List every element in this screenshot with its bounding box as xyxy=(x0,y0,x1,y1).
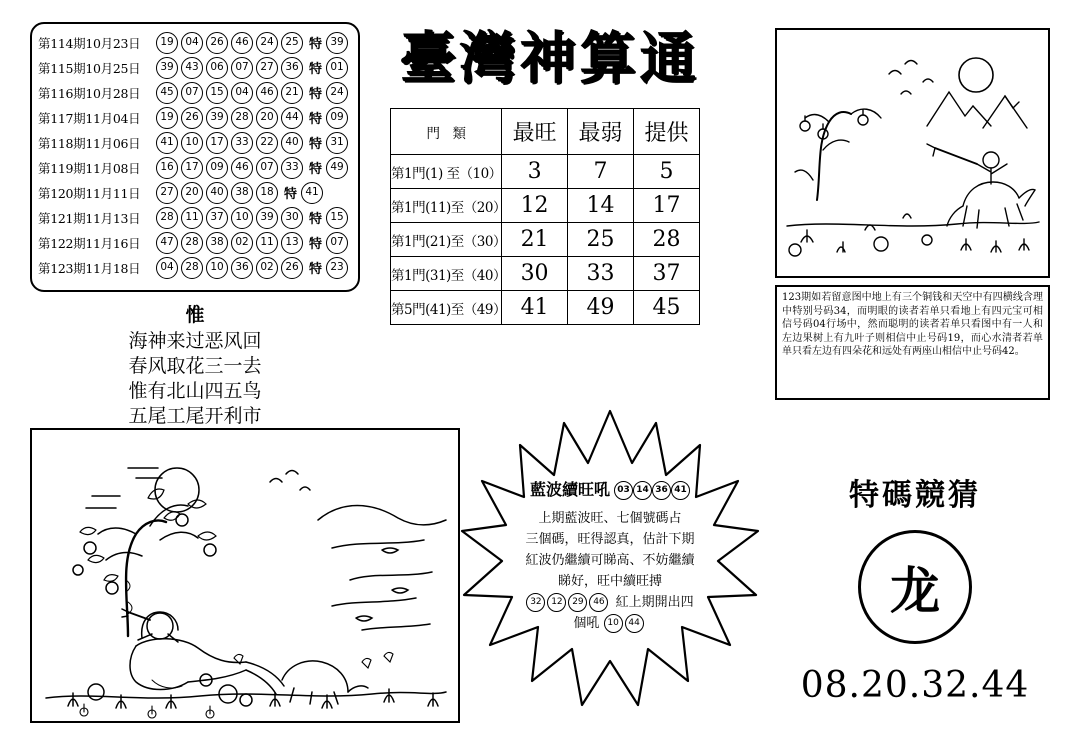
draw-result-row xyxy=(38,180,352,205)
starburst-panel xyxy=(460,405,760,735)
draw-period-label: 第118期11月06日 xyxy=(38,135,141,151)
special-number-ball: 09 xyxy=(326,107,348,129)
starburst-tail-line2 xyxy=(573,613,646,634)
zodiac-circle xyxy=(858,530,972,644)
number-ball: 28 xyxy=(156,207,178,229)
starburst-title-balls xyxy=(614,477,690,500)
draw-result-row xyxy=(38,105,352,130)
cell-cold: 7 xyxy=(568,155,634,189)
cell-category: 第1門(1) 至（10） xyxy=(391,155,502,189)
starburst-title: 藍波續旺吼 xyxy=(529,480,610,499)
number-ball: 20 xyxy=(256,107,278,129)
draw-balls xyxy=(156,232,303,254)
table-row xyxy=(391,291,700,325)
draw-balls xyxy=(156,32,303,54)
poem-line: 春风取花三一去 xyxy=(128,355,262,377)
starburst-tail-balls2 xyxy=(604,614,644,633)
number-ball: 10 xyxy=(231,207,253,229)
cell-hot: 21 xyxy=(502,223,568,257)
cell-hot: 12 xyxy=(502,189,568,223)
number-ball: 38 xyxy=(206,232,228,254)
number-ball: 38 xyxy=(231,182,253,204)
number-ball: 15 xyxy=(206,82,228,104)
number-ball: 36 xyxy=(652,481,671,500)
draw-balls xyxy=(156,182,278,204)
starburst-content xyxy=(460,405,760,735)
cell-hot: 41 xyxy=(502,291,568,325)
number-ball: 28 xyxy=(231,107,253,129)
draw-period-label: 第116期10月28日 xyxy=(38,85,141,101)
number-ball: 37 xyxy=(206,207,228,229)
draw-result-row xyxy=(38,205,352,230)
number-ball: 21 xyxy=(281,82,303,104)
special-label: 特 xyxy=(309,237,323,252)
draw-result-row xyxy=(38,255,352,280)
number-ball: 39 xyxy=(206,107,228,129)
column-header-give: 提供 xyxy=(634,109,700,155)
draw-period-label: 第119期11月08日 xyxy=(38,160,141,176)
number-ball: 33 xyxy=(281,157,303,179)
draw-period-label: 第114期10月23日 xyxy=(38,35,141,51)
note-panel xyxy=(775,285,1050,400)
number-ball: 07 xyxy=(231,57,253,79)
special-number-ball: 31 xyxy=(326,132,348,154)
special-number-ball: 01 xyxy=(326,57,348,79)
draw-balls xyxy=(156,207,303,229)
number-ball: 26 xyxy=(181,107,203,129)
number-ball: 16 xyxy=(156,157,178,179)
number-ball: 17 xyxy=(181,157,203,179)
starburst-tail-line xyxy=(526,592,693,613)
table-row xyxy=(391,189,700,223)
draw-result-row xyxy=(38,30,352,55)
number-ball: 41 xyxy=(671,481,690,500)
number-ball: 19 xyxy=(156,107,178,129)
number-ball: 46 xyxy=(256,82,278,104)
cell-give: 17 xyxy=(634,189,700,223)
number-ball: 10 xyxy=(181,132,203,154)
draw-balls xyxy=(156,157,303,179)
cell-hot: 3 xyxy=(502,155,568,189)
number-ball: 10 xyxy=(206,257,228,279)
number-ball: 44 xyxy=(281,107,303,129)
special-number-ball: 49 xyxy=(326,157,348,179)
starburst-line: 三個碼，旺得認真，估計下期 xyxy=(525,532,695,547)
draw-period-label: 第121期11月13日 xyxy=(38,210,141,226)
starburst-line: 上期藍波旺、七個號碼占 xyxy=(538,511,682,526)
draw-balls xyxy=(156,57,303,79)
number-ball: 07 xyxy=(256,157,278,179)
number-ball: 39 xyxy=(256,207,278,229)
number-ball: 19 xyxy=(156,32,178,54)
number-ball: 26 xyxy=(281,257,303,279)
number-ball: 28 xyxy=(181,257,203,279)
number-ball: 46 xyxy=(589,593,608,612)
number-ball: 12 xyxy=(547,593,566,612)
number-ball: 26 xyxy=(206,32,228,54)
number-ball: 11 xyxy=(256,232,278,254)
cell-category: 第1門(31)至（40） xyxy=(391,257,502,291)
number-ball: 40 xyxy=(206,182,228,204)
special-label: 特 xyxy=(309,112,323,127)
draw-balls xyxy=(156,82,303,104)
cell-cold: 14 xyxy=(568,189,634,223)
special-label: 特 xyxy=(309,162,323,177)
cell-cold: 49 xyxy=(568,291,634,325)
draw-results-panel xyxy=(30,22,360,292)
number-ball: 30 xyxy=(281,207,303,229)
number-ball: 04 xyxy=(231,82,253,104)
special-label: 特 xyxy=(309,87,323,102)
number-ball: 32 xyxy=(526,593,545,612)
cell-category: 第1門(21)至（30） xyxy=(391,223,502,257)
column-header-hot: 最旺 xyxy=(502,109,568,155)
cell-category: 第1門(11)至（20） xyxy=(391,189,502,223)
poem-block xyxy=(30,300,360,429)
page-title: 臺灣神算通 xyxy=(400,26,700,92)
number-ball: 36 xyxy=(281,57,303,79)
number-ball: 02 xyxy=(231,232,253,254)
draw-result-row xyxy=(38,55,352,80)
draw-balls xyxy=(156,257,303,279)
special-label: 特 xyxy=(309,62,323,77)
number-ball: 04 xyxy=(156,257,178,279)
column-header-category: 門 類 xyxy=(391,109,502,155)
number-ball: 20 xyxy=(181,182,203,204)
number-ball: 41 xyxy=(156,132,178,154)
draw-period-label: 第122期11月16日 xyxy=(38,235,141,251)
draw-period-label: 第115期10月25日 xyxy=(38,60,141,76)
special-number-ball: 39 xyxy=(326,32,348,54)
poem-line: 惟有北山四五鸟 xyxy=(128,380,262,402)
number-ball: 10 xyxy=(604,614,623,633)
number-ball: 44 xyxy=(625,614,644,633)
number-ball: 43 xyxy=(181,57,203,79)
special-guess-title: 特碼競猜 xyxy=(849,478,981,513)
number-ball: 06 xyxy=(206,57,228,79)
illustration-fisherman-svg xyxy=(32,430,458,721)
cell-give: 28 xyxy=(634,223,700,257)
number-ball: 04 xyxy=(181,32,203,54)
number-ball: 17 xyxy=(206,132,228,154)
draw-result-row xyxy=(38,230,352,255)
column-header-cold: 最弱 xyxy=(568,109,634,155)
special-number-ball: 15 xyxy=(326,207,348,229)
cell-give: 5 xyxy=(634,155,700,189)
draw-result-row xyxy=(38,130,352,155)
zodiac-char: 龙 xyxy=(890,561,940,620)
cell-give: 37 xyxy=(634,257,700,291)
number-ball: 24 xyxy=(256,32,278,54)
poem-title: 惟 xyxy=(185,304,205,326)
table-row xyxy=(391,155,700,189)
special-guess-panel xyxy=(790,470,1040,644)
table-header-row xyxy=(391,109,700,155)
number-ball: 27 xyxy=(156,182,178,204)
number-ball: 36 xyxy=(231,257,253,279)
number-ball: 11 xyxy=(181,207,203,229)
number-ball: 27 xyxy=(256,57,278,79)
number-ball: 18 xyxy=(256,182,278,204)
statistics-table xyxy=(390,108,700,325)
special-number-ball: 41 xyxy=(301,182,323,204)
draw-period-label: 第117期11月04日 xyxy=(38,110,141,126)
poem-line: 海神来过恶风回 xyxy=(128,330,262,352)
number-ball: 46 xyxy=(231,157,253,179)
cell-category: 第5門(41)至（49） xyxy=(391,291,502,325)
number-ball: 03 xyxy=(614,481,633,500)
cell-cold: 33 xyxy=(568,257,634,291)
illustration-horseman xyxy=(775,28,1050,278)
number-ball: 22 xyxy=(256,132,278,154)
draw-result-row xyxy=(38,155,352,180)
starburst-line: 睇好，旺中續旺搏 xyxy=(557,574,662,589)
table-row xyxy=(391,257,700,291)
special-label: 特 xyxy=(309,212,323,227)
special-number-ball: 24 xyxy=(326,82,348,104)
draw-period-label: 第123期11月18日 xyxy=(38,260,141,276)
masthead xyxy=(380,20,720,100)
number-ball: 14 xyxy=(633,481,652,500)
special-number-ball: 23 xyxy=(326,257,348,279)
special-number-ball: 07 xyxy=(326,232,348,254)
note-text: 123期如若留意图中地上有三个铜钱和天空中有四横线含理中特别号码34，而明眼的读者若单只看地上有四元宝可相信号码04行场中，然而聪明的读者若单只看图中有一人和左边果树上有九叶子则相信中止号码19，而心水清者若单单只看左边有四朵花和远处有两座山相信中止号码42。 xyxy=(782,292,1043,357)
cell-give: 45 xyxy=(634,291,700,325)
number-ball: 13 xyxy=(281,232,303,254)
number-ball: 39 xyxy=(156,57,178,79)
special-label: 特 xyxy=(309,37,323,52)
number-ball: 47 xyxy=(156,232,178,254)
special-label: 特 xyxy=(309,137,323,152)
number-ball: 46 xyxy=(231,32,253,54)
illustration-fisherman xyxy=(30,428,460,723)
number-ball: 45 xyxy=(156,82,178,104)
number-ball: 09 xyxy=(206,157,228,179)
number-ball: 40 xyxy=(281,132,303,154)
number-ball: 33 xyxy=(231,132,253,154)
draw-balls xyxy=(156,107,303,129)
table-row xyxy=(391,223,700,257)
cell-cold: 25 xyxy=(568,223,634,257)
starburst-title-row xyxy=(530,477,690,500)
starburst-line: 紅波仍繼續可睇高、不妨繼續 xyxy=(525,553,695,568)
draw-result-row xyxy=(38,80,352,105)
poem-line: 五尾工尾开利市 xyxy=(128,405,262,427)
number-ball: 02 xyxy=(256,257,278,279)
number-ball: 07 xyxy=(181,82,203,104)
number-ball: 25 xyxy=(281,32,303,54)
cell-hot: 30 xyxy=(502,257,568,291)
starburst-tail-text2: 個吼 xyxy=(573,616,600,631)
special-label: 特 xyxy=(309,262,323,277)
illustration-horseman-svg xyxy=(777,30,1048,276)
special-label: 特 xyxy=(284,187,298,202)
draw-period-label: 第120期11月11日 xyxy=(38,185,141,201)
special-guess-numbers: 08.20.32.44 xyxy=(800,665,1030,706)
number-ball: 29 xyxy=(568,593,587,612)
starburst-tail-balls xyxy=(526,593,608,612)
number-ball: 28 xyxy=(181,232,203,254)
draw-balls xyxy=(156,132,303,154)
starburst-tail-text: 紅上期開出四 xyxy=(615,595,694,610)
